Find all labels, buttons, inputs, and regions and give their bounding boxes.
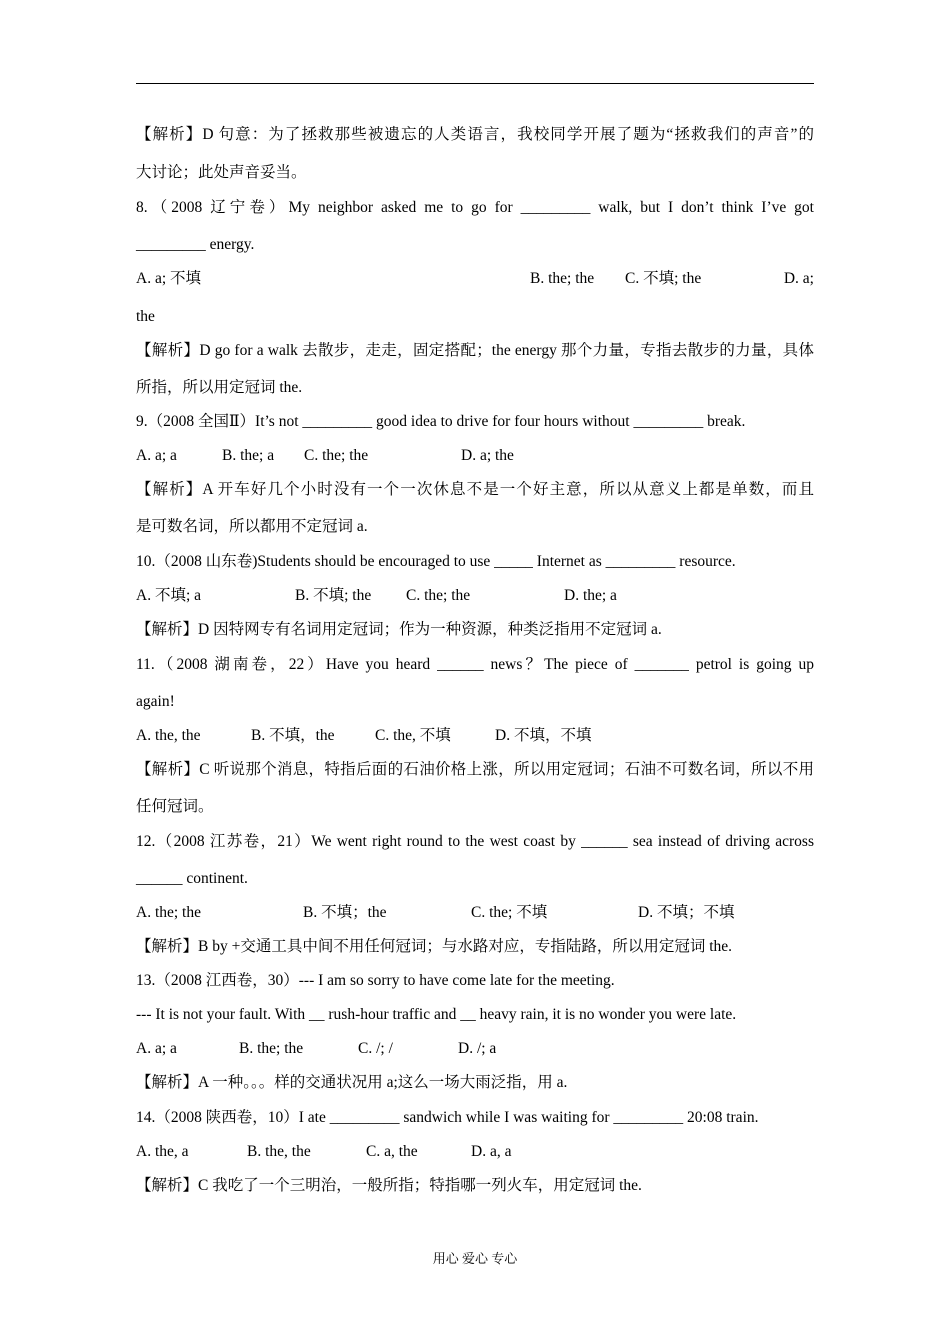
explanation-8-line-1: 【解析】D go for a walk 去散步，走走，固定搭配；the energy 那个力量，专指去散步的力量，具体 xyxy=(136,342,814,359)
explanation-14: 【解析】C 我吃了一个三明治，一般所指；特指哪一列火车，用定冠词 the. xyxy=(136,1177,642,1194)
question-9: 9.（2008 全国Ⅱ）It’s not _________ good idea to drive for four hours without _________ break. xyxy=(136,413,746,430)
option-c: C. a, the xyxy=(366,1143,418,1160)
question-12-line-1: 12.（2008 江苏卷，21）We went right round to the west coast by ______ sea instead of driving across xyxy=(136,833,814,850)
option-c: C. the, 不填 xyxy=(375,727,451,744)
option-b: B. the; the xyxy=(530,270,595,287)
explanation-11-line-2: 任何冠词。 xyxy=(136,798,214,815)
question-13-line-1: 13.（2008 江西卷，30）--- I am so sorry to have come late for the meeting. xyxy=(136,972,615,989)
option-b: B. the; a xyxy=(222,447,275,464)
explanation-9-line-2: 是可数名词，所以都用不定冠词 a. xyxy=(136,518,368,535)
option-b: B. the, the xyxy=(247,1143,311,1160)
explanation-11-line-1: 【解析】C 听说那个消息，特指后面的石油价格上涨，所以用定冠词；石油不可数名词，所以不用 xyxy=(136,761,814,778)
option-c: C. 不填; the xyxy=(625,270,702,287)
option-d: D. 不填；不填 xyxy=(638,904,735,921)
option-b: B. 不填；the xyxy=(303,904,387,921)
question-11-options xyxy=(136,726,814,746)
question-8-line-2: _________ energy. xyxy=(136,236,255,253)
explanation-7-line-1: 【解析】D 句意：为了拯救那些被遗忘的人类语言，我校同学开展了题为“拯救我们的声音”的 xyxy=(136,126,814,143)
question-10: 10.（2008 山东卷)Students should be encouraged to use _____ Internet as _________ resource. xyxy=(136,553,736,570)
option-c: C. the; the xyxy=(304,447,369,464)
option-a: A. the, the xyxy=(136,727,201,744)
option-a: A. a; a xyxy=(136,447,177,464)
explanation-13: 【解析】A 一种。。。样的交通状况用 a;这么一场大雨泛指，用 a. xyxy=(136,1074,568,1091)
question-11-line-2: again! xyxy=(136,693,175,710)
option-b: B. 不填; the xyxy=(295,587,372,604)
option-c: C. the; the xyxy=(406,587,471,604)
explanation-8-line-2: 所指，所以用定冠词 the. xyxy=(136,379,303,396)
explanation-9-line-1: 【解析】A 开车好几个小时没有一个一次休息不是一个好主意，所以从意义上都是单数，而且 xyxy=(136,481,814,498)
option-c: C. the; 不填 xyxy=(471,904,548,921)
question-11-line-1: 11.（2008 湖南卷，22）Have you heard ______ news？The piece of _______ petrol is going up xyxy=(136,656,814,673)
option-a: A. the; the xyxy=(136,904,201,921)
question-12-line-2: ______ continent. xyxy=(136,870,248,887)
option-d: D. a; the xyxy=(461,447,514,464)
option-d: D. a, a xyxy=(471,1143,512,1160)
option-a: A. a; a xyxy=(136,1040,177,1057)
question-10-options xyxy=(136,586,814,606)
question-8-option-d-wrap: the xyxy=(136,308,155,325)
question-8-line-1: 8.（2008 辽宁卷）My neighbor asked me to go for _________ walk, but I don’t think I’ve got xyxy=(136,199,814,216)
option-b: B. 不填，the xyxy=(251,727,335,744)
explanation-10: 【解析】D 因特网专有名词用定冠词；作为一种资源，种类泛指用不定冠词 a. xyxy=(136,621,662,638)
option-d: D. 不填，不填 xyxy=(495,727,592,744)
question-14: 14.（2008 陕西卷，10）I ate _________ sandwich while I was waiting for _________ 20:08 train. xyxy=(136,1109,759,1126)
question-12-options xyxy=(136,903,814,923)
question-13-line-2: --- It is not your fault. With __ rush-hour traffic and __ heavy rain, it is no wonder you were late. xyxy=(136,1006,737,1023)
question-9-options xyxy=(136,446,814,466)
page-footer: 用心 爱心 专心 xyxy=(432,1251,518,1266)
question-14-options xyxy=(136,1142,814,1162)
option-a: A. a; 不填 xyxy=(136,270,202,287)
option-d: D. the; a xyxy=(564,587,617,604)
question-8-options xyxy=(136,269,814,289)
header-rule xyxy=(136,83,814,84)
option-d: D. a; xyxy=(783,270,814,287)
option-d: D. /; a xyxy=(458,1040,497,1057)
explanation-12: 【解析】B by +交通工具中间不用任何冠词；与水路对应，专指陆路，所以用定冠词 the. xyxy=(136,938,733,955)
question-13-options xyxy=(136,1039,814,1059)
option-b: B. the; the xyxy=(239,1040,304,1057)
option-a: A. the, a xyxy=(136,1143,189,1160)
option-a: A. 不填; a xyxy=(136,587,202,604)
option-c: C. /; / xyxy=(358,1040,393,1057)
explanation-7-line-2: 大讨论；此处声音妥当。 xyxy=(136,164,307,181)
